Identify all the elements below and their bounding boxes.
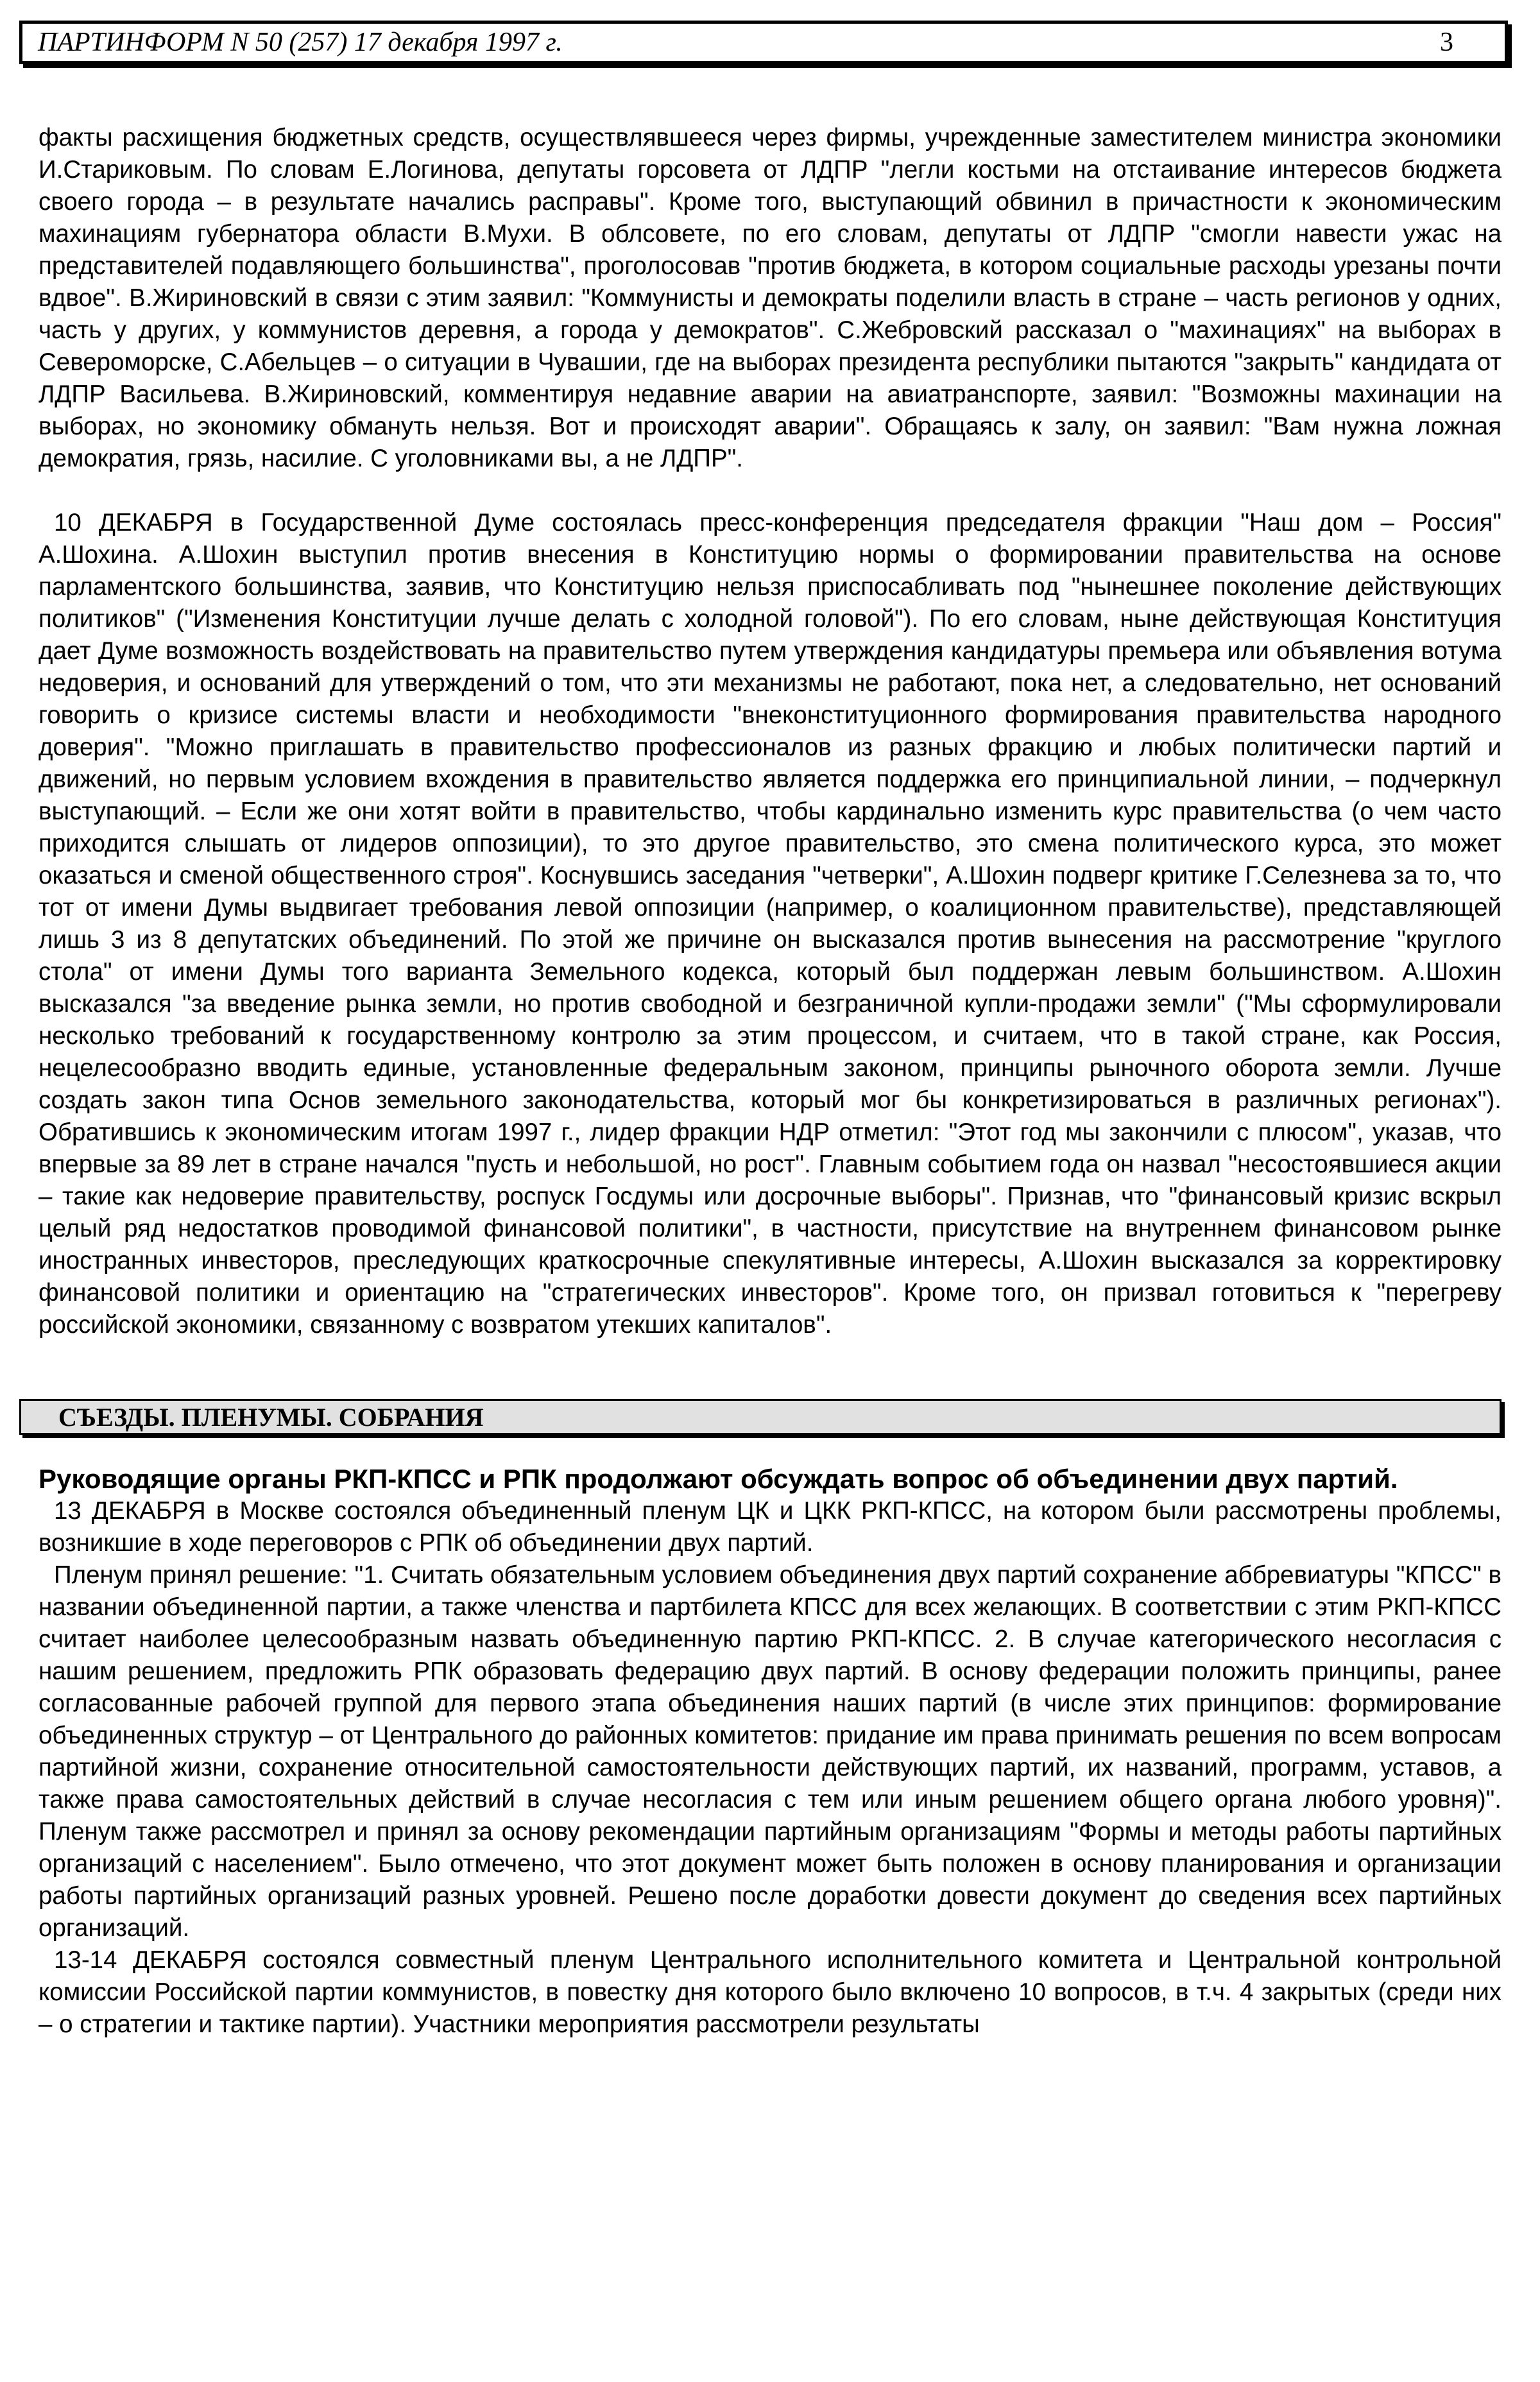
page-content: [38, 122, 1502, 2041]
page-header: [19, 21, 1508, 64]
article-paragraph: факты расхищения бюджетных средств, осуществлявшееся через фирмы, учрежденные заместителем министра экономики И.Стариковым. По словам Е.Логинова, депутаты горсовета от ЛДПР "легли костьми на отстаивание интересов бюджета своего города – в результате начались расправы". Кроме того, выступающий обвинил в причастности к экономическим махинациям губернатора области В.Мухи. В облсовете, по его словам, депутаты от ЛДПР "смогли навести ужас на представителей подавляющего большинства", проголосовав "против бюджета, в котором социальные расходы урезаны почти вдвое". В.Жириновский в связи с этим заявил: "Коммунисты и демократы поделили власть в стране – часть регионов у одних, часть у других, у коммунистов деревня, а города у демократов". С.Жебровский рассказал о "махинациях" на выборах в Североморске, С.Абельцев – о ситуации в Чувашии, где на выборах президента республики пытаются "закрыть" кандидата от ЛДПР Васильева. В.Жириновский, комментируя недавние аварии на авиатранспорте, заявил: "Возможны махинации на выборах, но экономику обмануть нельзя. Вот и происходят аварии". Обращаясь к залу, он заявил: "Вам нужна ложная демократия, грязь, насилие. С уголовниками вы, а не ЛДПР".: [38, 124, 1502, 472]
section-title: СЪЕЗДЫ. ПЛЕНУМЫ. СОБРАНИЯ: [58, 1402, 484, 1432]
article-paragraph: 13-14 ДЕКАБРЯ состоялся совместный пленум Центрального исполнительного комитета и Центральной контрольной комиссии Российской партии коммунистов, в повестку дня которого было включено 10 вопросов, в т.ч. 4 закрытых (среди них – о стратегии и тактике партии). Участники мероприятия рассмотрели результаты: [38, 1946, 1502, 2038]
article-paragraph: 10 ДЕКАБРЯ в Государственной Думе состоялась пресс-конференция председателя фракции "Наш дом – Россия" А.Шохина. А.Шохин выступил против внесения в Конституцию нормы о формировании правительства на основе парламентского большинства, заявив, что Конституцию нельзя приспосабливать под "нынешнее поколение действующих политиков" ("Изменения Конституции лучше делать с холодной головой"). По его словам, ныне действующая Конституция дает Думе возможность воздействовать на правительство путем утверждения кандидатуры премьера или объявления вотума недоверия, и оснований для утверждений о том, что эти механизмы не работают, пока нет, а следовательно, нет оснований говорить о кризисе системы власти и необходимости "внеконституционного формирования правительства народного доверия". "Можно приглашать в правительство профессионалов из разных фракцию и любых политически партий и движений, но первым условием вхождения в правительство является поддержка его принципиальной линии, – подчеркнул выступающий. – Если же они хотят войти в правительство, чтобы кардинально изменить курс правительства (о чем часто приходится слышать от лидеров оппозиции), то это другое правительство, это смена политического курса, это может оказаться и сменой общественного строя". Коснувшись заседания "четверки", А.Шохин подверг критике Г.Селезнева за то, что тот от имени Думы выдвигает требования левой оппозиции (например, о коалиционном правительстве), представляющей лишь 3 из 8 депутатских объединений. По этой же причине он высказался против вынесения на рассмотрение "круглого стола" от имени Думы того варианта Земельного кодекса, который был поддержан левым большинством. А.Шохин высказался "за введение рынка земли, но против свободной и безграничной купли-продажи земли" ("Мы сформулировали несколько требований к государственному контролю за этим процессом, и считаем, что в такой стране, как Россия, нецелесообразно вводить единые, установленные федеральным законом, принципы рыночного оборота земли. Лучше создать закон типа Основ земельного законодательства, который мог бы конкретизироваться в различных регионах"). Обратившись к экономическим итогам 1997 г., лидер фракции НДР отметил: "Этот год мы закончили с плюсом", указав, что впервые за 89 лет в стране начался "пусть и небольшой, но рост". Главным событием года он назвал "несостоявшиеся акции – такие как недоверие правительству, роспуск Госдумы или досрочные выборы". Признав, что "финансовый кризис вскрыл целый ряд недостатков проводимой финансовой политики", в частности, присутствие на внутреннем финансовом рынке иностранных инвесторов, преследующих краткосрочные спекулятивные интересы, А.Шохин высказался за корректировку финансовой политики и ориентацию на "стратегических инвесторов". Кроме того, он призвал готовиться к "перегреву российской экономики, связанному с возвратом утекших капиталов".: [38, 509, 1502, 1339]
section-heading: [19, 1399, 1502, 1435]
page-number: 3: [1440, 28, 1453, 57]
article-paragraph: 13 ДЕКАБРЯ в Москве состоялся объединенный пленум ЦК и ЦКК РКП-КПСС, на котором были рассмотрены проблемы, возникшие в ходе переговоров с РПК об объединении двух партий.: [38, 1497, 1502, 1557]
publication-title: ПАРТИНФОРМ N 50 (257) 17 декабря 1997 г.: [38, 28, 563, 57]
article-headline: Руководящие органы РКП-КПСС и РПК продолжают обсуждать вопрос об объединении двух партий.: [38, 1464, 1398, 1494]
article-paragraph: Пленум принял решение: "1. Считать обязательным условием объединения двух партий сохранение аббревиатуры "КПСС" в названии объединенной партии, а также членства и партбилета КПСС для всех желающих. В соответствии с этим РКП-КПСС считает наиболее целесообразным назвать объединенную партию РКП-КПСС. 2. В случае категорического несогласия с нашим решением, предложить РПК образовать федерацию двух партий. В основу федерации положить принципы, ранее согласованные рабочей группой для первого этапа объединения наших партий (в числе этих принципов: формирование объединенных структур – от Центрального до районных комитетов: придание им права принимать решения по всем вопросам партийной жизни, сохранение относительной самостоятельности действующих партий, их названий, программ, уставов, а также права самостоятельных действий в случае несогласия с тем или иным решением общего органа любого уровня)". Пленум также рассмотрел и принял за основу рекомендации партийным организациям "Формы и методы работы партийных организаций с населением". Было отмечено, что этот документ может быть положен в основу планирования и организации работы партийных организаций разных уровней. Решено после доработки довести документ до сведения всех партийных организаций.: [38, 1561, 1502, 1942]
